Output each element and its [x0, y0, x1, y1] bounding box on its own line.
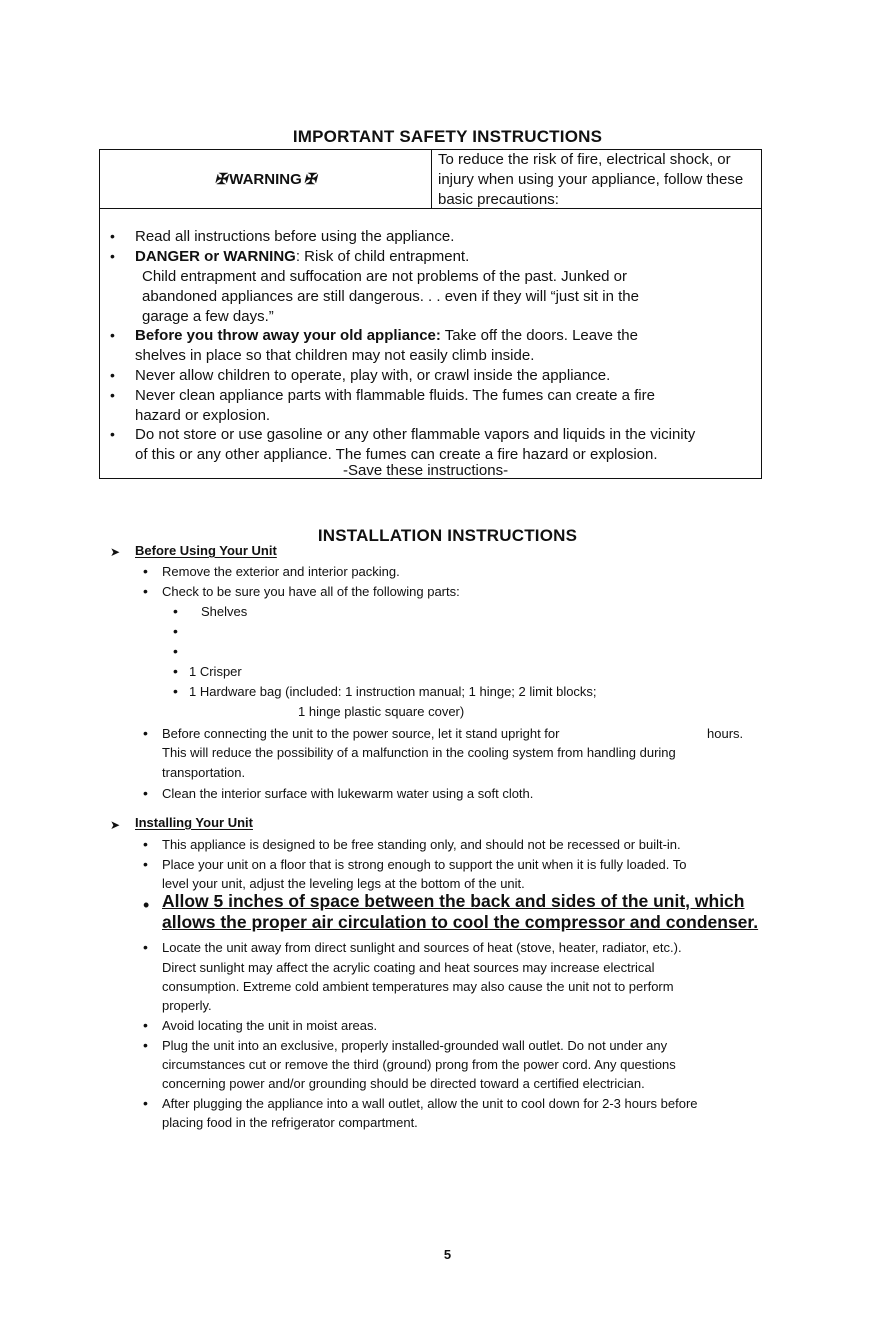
locate-text: Direct sunlight may affect the acrylic coating and heat sources may increase electrical	[162, 960, 655, 975]
install-text: Place your unit on a floor that is strong enough to support the unit when it is fully loaded. To	[162, 857, 687, 872]
warning-label-cell	[100, 150, 432, 208]
save-instructions: -Save these instructions-	[343, 462, 509, 479]
check-parts-text: Check to be sure you have all of the following parts:	[162, 584, 460, 599]
clean-text: Clean the interior surface with lukewarm water using a soft cloth.	[162, 786, 534, 801]
remove-packing-text: Remove the exterior and interior packing.	[162, 564, 400, 579]
bullet-icon: •	[173, 643, 178, 659]
safety-text: garage a few days.”	[142, 308, 274, 325]
throw-away-label: Before you throw away your old appliance:	[135, 327, 441, 344]
bullet-icon: •	[143, 1017, 148, 1033]
part-item-cont: 1 hinge plastic square cover)	[298, 704, 465, 719]
safety-item: Never allow children to operate, play with, or crawl inside the appliance.	[135, 367, 611, 384]
connect-text: Before connecting the unit to the power source, let it stand upright for	[162, 726, 560, 741]
locate-text: Locate the unit away from direct sunlight and sources of heat (stove, heater, radiator, etc.).	[162, 940, 682, 955]
clearance-warning: Allow 5 inches of space between the back and sides of the unit, which	[162, 891, 745, 911]
moist-text: Avoid locating the unit in moist areas.	[162, 1018, 378, 1033]
warning-symbol-icon: ✠	[214, 171, 228, 188]
safety-text: shelves in place so that children may not easily climb inside.	[135, 347, 535, 364]
bullet-icon: •	[110, 327, 115, 343]
bullet-icon: •	[110, 367, 115, 383]
safety-text: abandoned appliances are still dangerous. . . even if they will “just sit in the	[142, 288, 639, 305]
connect-hours: hours.	[707, 726, 744, 741]
install-text: level your unit, adjust the leveling legs at the bottom of the unit.	[162, 876, 525, 891]
safety-text: Child entrapment and suffocation are not problems of the past. Junked or	[142, 268, 628, 285]
bullet-icon: •	[143, 785, 148, 801]
arrow-bullet-icon: ➤	[110, 545, 121, 559]
warning-symbol-icon: ✠	[303, 171, 317, 188]
plug-text: circumstances cut or remove the third (ground) prong from the power cord. Any questions	[162, 1057, 676, 1072]
after-plug-text: After plugging the appliance into a wall outlet, allow the unit to cool down for 2-3 hours before	[162, 1096, 698, 1111]
safety-item: Never clean appliance parts with flammable fluids. The fumes can create a fire	[135, 387, 655, 404]
bullet-icon: •	[143, 583, 148, 599]
plug-text: Plug the unit into an exclusive, properly installed-grounded wall outlet. Do not under any	[162, 1038, 668, 1053]
bullet-icon: •	[110, 228, 115, 244]
safety-text: hazard or explosion.	[135, 407, 271, 424]
page-number: 5	[443, 1247, 452, 1262]
locate-text: consumption. Extreme cold ambient temperatures may also cause the unit not to perform	[162, 979, 674, 994]
bullet-icon: •	[110, 248, 115, 264]
warning-header	[100, 150, 761, 209]
plug-text: concerning power and/or grounding should be directed toward a certified electrician.	[162, 1076, 645, 1091]
connect-text: transportation.	[162, 765, 246, 780]
warning-label: WARNING	[229, 170, 302, 188]
bullet-icon: •	[173, 683, 178, 699]
bullet-icon: •	[143, 725, 148, 741]
install-title: INSTALLATION INSTRUCTIONS	[317, 526, 578, 545]
bullet-icon: •	[143, 1037, 148, 1053]
safety-text: of this or any other appliance. The fumes can create a fire hazard or explosion.	[135, 446, 658, 463]
bullet-icon: •	[143, 1095, 148, 1111]
connect-text: This will reduce the possibility of a malfunction in the cooling system from handling during	[162, 745, 676, 760]
part-item: 1 Crisper	[189, 664, 242, 679]
installing-heading: Installing Your Unit	[135, 815, 253, 830]
safety-item: Read all instructions before using the appliance.	[135, 228, 455, 245]
install-text: This appliance is designed to be free standing only, and should not be recessed or built-in.	[162, 837, 681, 852]
after-plug-text: placing food in the refrigerator compartment.	[162, 1115, 418, 1130]
danger-text: : Risk of child entrapment.	[295, 248, 470, 265]
bullet-icon: •	[110, 387, 115, 403]
safety-item	[135, 247, 469, 267]
throw-away-text: Take off the doors. Leave the	[440, 327, 638, 344]
before-heading: Before Using Your Unit	[135, 543, 277, 558]
bullet-icon: •	[143, 895, 150, 915]
bullet-icon: •	[143, 939, 148, 955]
bullet-icon: •	[173, 663, 178, 679]
danger-label: DANGER or WARNING	[135, 248, 296, 265]
bullet-icon: •	[173, 603, 178, 619]
clearance-warning: allows the proper air circulation to cool the compressor and condenser.	[162, 912, 759, 932]
safety-item	[135, 326, 638, 346]
bullet-icon: •	[143, 563, 148, 579]
part-item: 1 Hardware bag (included: 1 instruction manual; 1 hinge; 2 limit blocks;	[189, 684, 597, 699]
bullet-icon: •	[143, 836, 148, 852]
locate-text: properly.	[162, 998, 212, 1013]
warning-note: To reduce the risk of fire, electrical shock, or injury when using your appliance, follow these basic precautions:	[438, 151, 744, 208]
part-item: Shelves	[201, 604, 248, 619]
bullet-icon: •	[173, 623, 178, 639]
safety-item: Do not store or use gasoline or any other flammable vapors and liquids in the vicinity	[135, 426, 696, 443]
bullet-icon: •	[143, 856, 148, 872]
safety-title: IMPORTANT SAFETY INSTRUCTIONS	[292, 127, 603, 146]
arrow-bullet-icon: ➤	[110, 818, 121, 832]
bullet-icon: •	[110, 426, 115, 442]
